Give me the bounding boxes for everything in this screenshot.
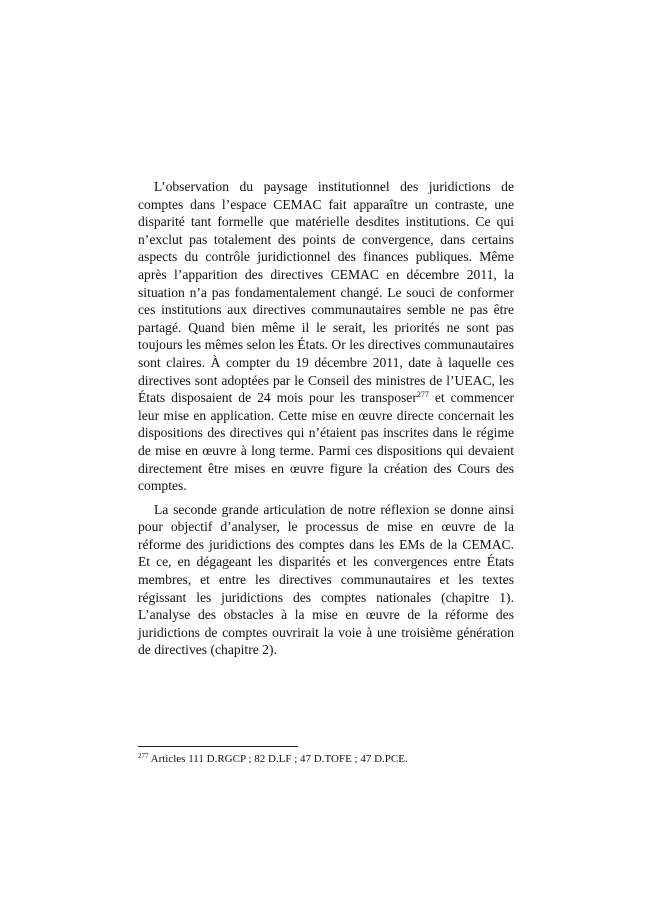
footnote <box>138 752 408 766</box>
paragraph-1-text-b: et commencer leur mise en application. Cette mise en œuvre directe concernait les dispositions des directives qui n’étaient pas inscrites dans le régime de mise en œuvre à long terme. Parmi ces dispositions qui devaient directement être mises en œuvre figure la création des Cours des comptes. <box>138 390 515 494</box>
paragraph-2: La seconde grande articulation de notre réflexion se donne ainsi pour objectif d’analyser, le processus de mise en œuvre de la réforme des juridictions des comptes dans les EMs de la CEMAC. Et ce, en dégageant les disparités et les convergences entre États membres, et entre les directives communautaires et les textes régissant les juridictions des comptes nationales (chapitre 1). L’analyse des obstacles à la mise en œuvre de la réforme des juridictions de comptes ouvrirait la voie à une troisième génération de directives (chapitre 2). <box>138 501 514 658</box>
footnote-text: Articles 111 D.RGCP ; 82 D.LF ; 47 D.TOFE ; 47 D.PCE. <box>148 753 408 765</box>
paragraph-1-text-a: L’observation du paysage institutionnel des juridictions de comptes dans l’espace CEMAC fait apparaître un contraste, une disparité tant formelle que matérielle desdites institutions. Ce qui n’exclut pas totalement des points de convergence, dans certains aspects du contrôle juridictionnel des finances publiques. Même après l’apparition des directives CEMAC en décembre 2011, la situation n’a pas fondamentalement changé. Le souci de conformer ces institutions aux directives communautaires semble ne pas être partagé. Quand bien même il le serait, les priorités ne sont pas toujours les mêmes selon les États. Or les directives communautaires sont claires. À compter du 19 décembre 2011, date à laquelle ces directives sont adoptées par le Conseil des ministres de l’UEAC, les États disposaient de 24 mois pour les transposer <box>138 179 514 406</box>
footnote-number: 277 <box>138 752 149 760</box>
document-body <box>138 178 514 659</box>
footnote-reference[interactable]: 277 <box>416 390 429 400</box>
paragraph-1 <box>138 178 514 495</box>
footnote-separator <box>138 746 298 747</box>
